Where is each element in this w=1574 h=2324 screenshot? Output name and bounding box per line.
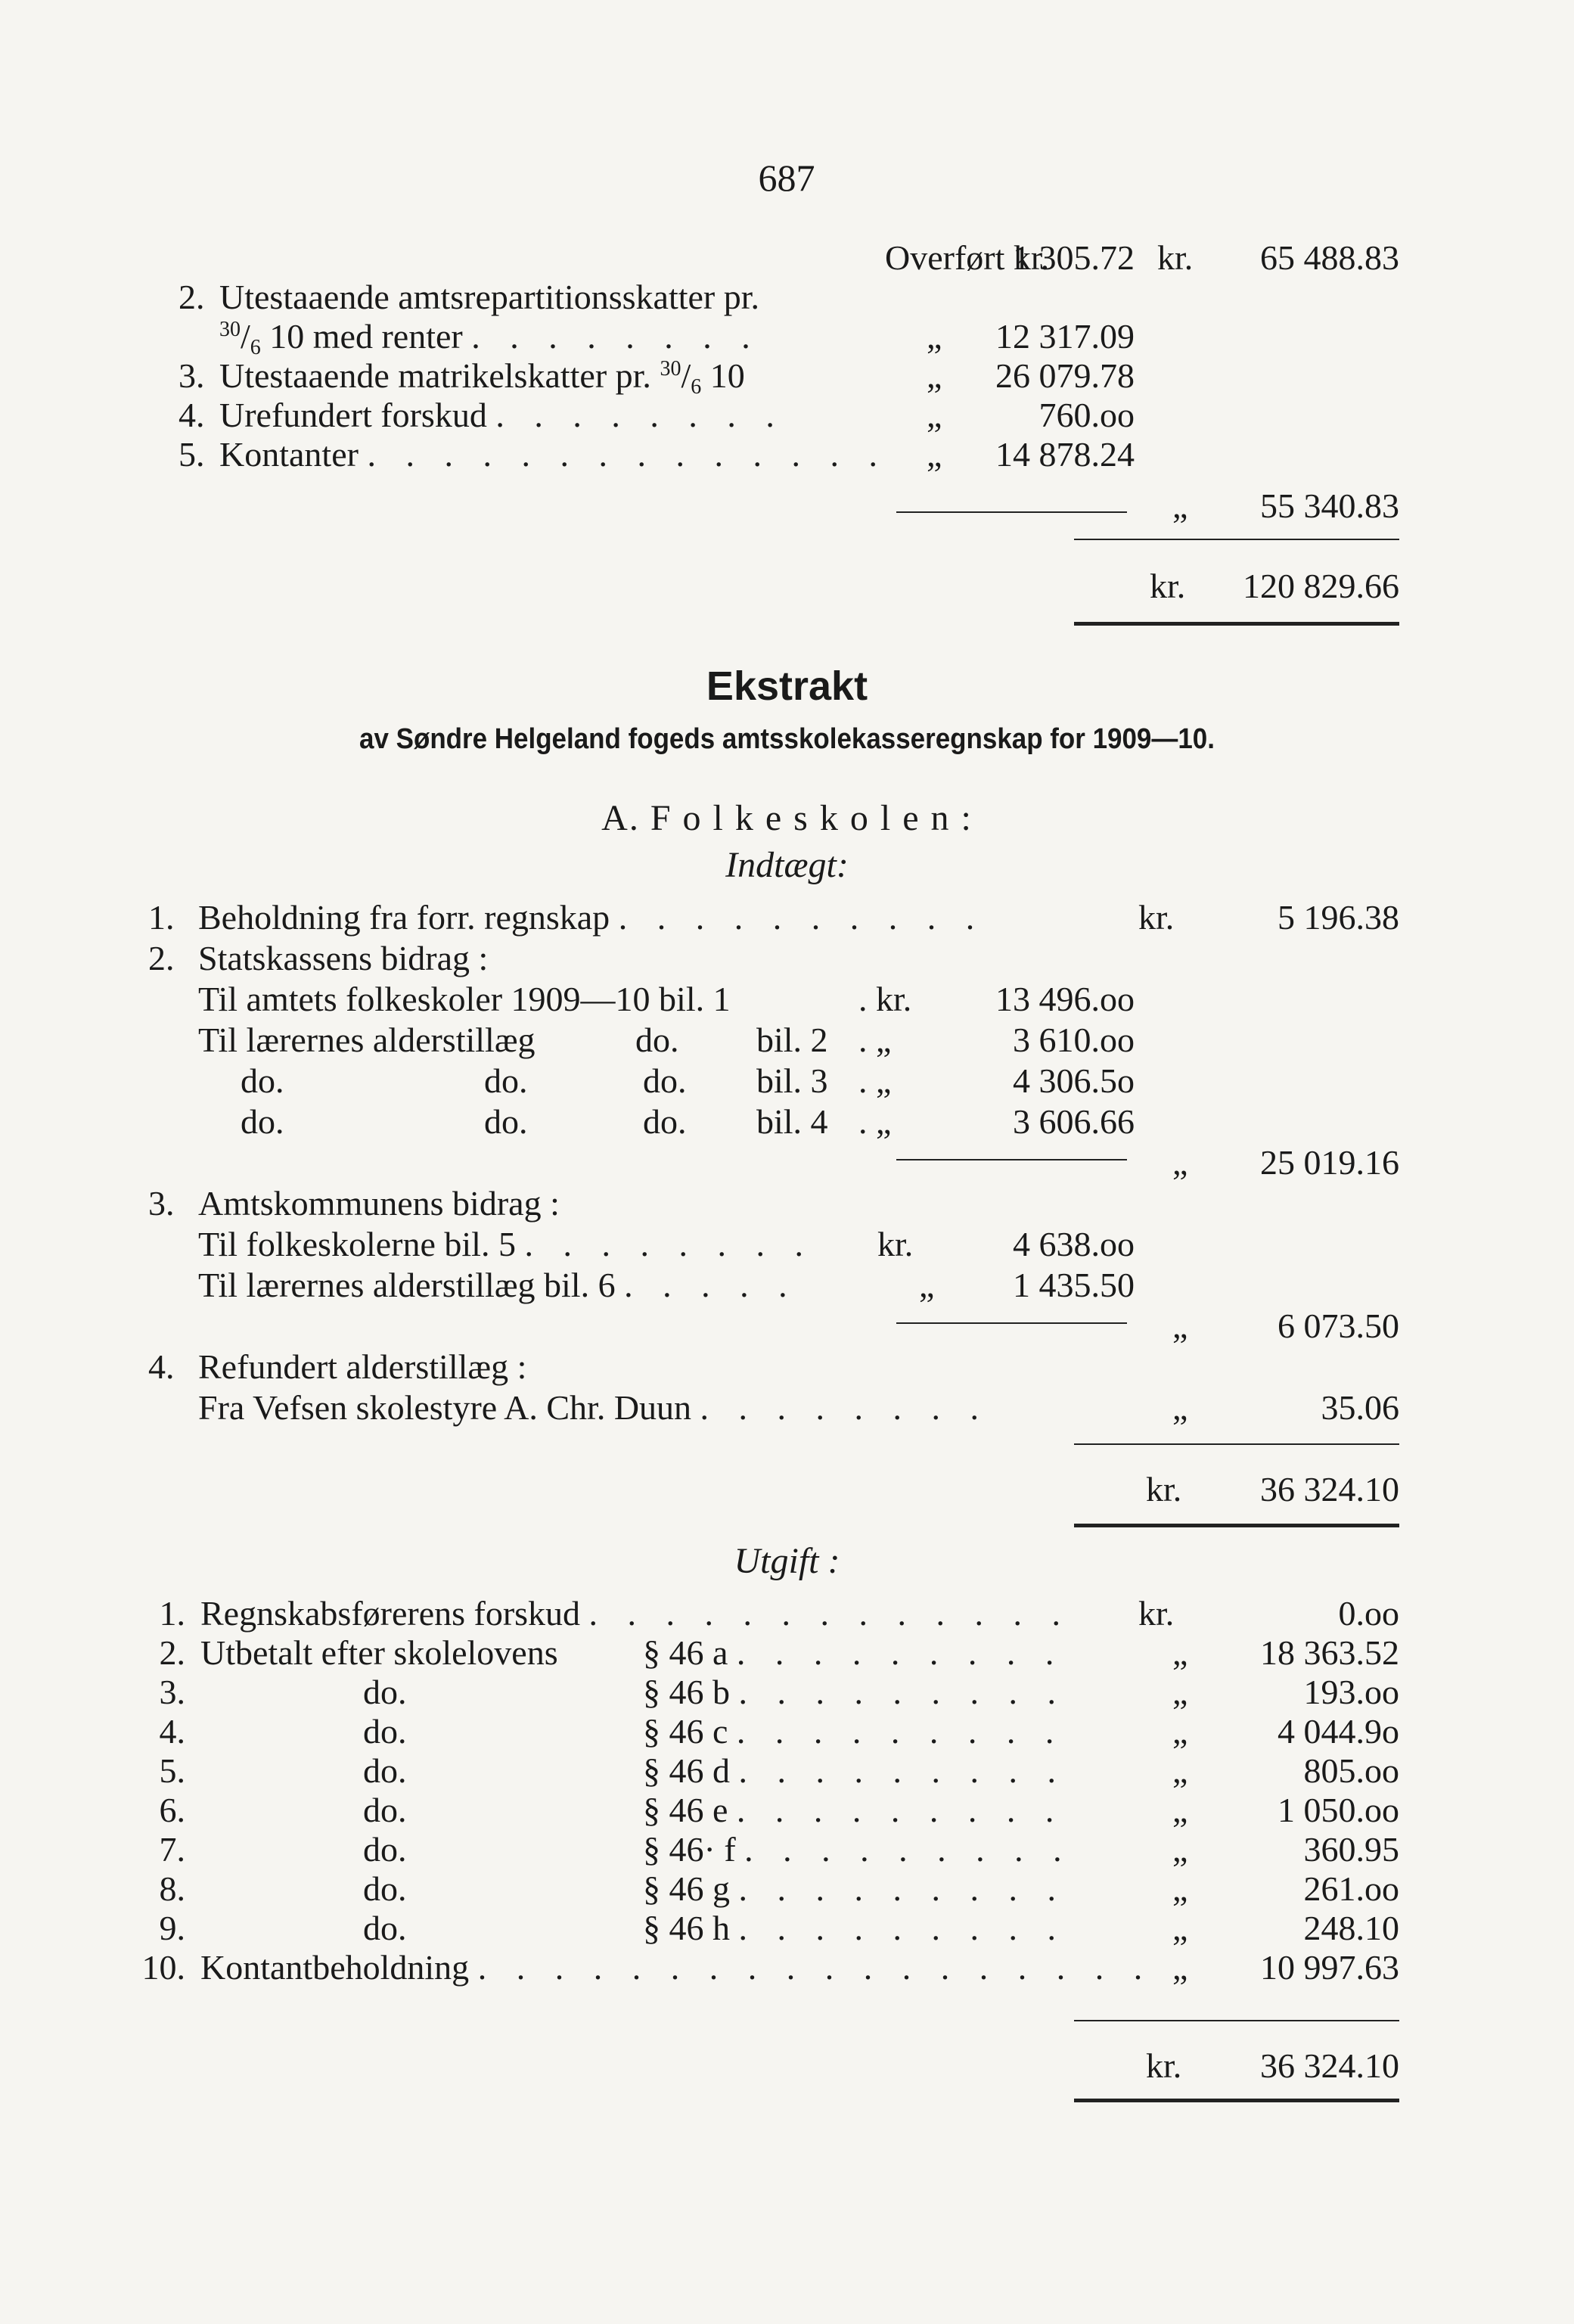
expense-num: 7. [159, 1830, 185, 1869]
total-double-rule [1074, 1524, 1399, 1527]
income-sub-mark: . „ [858, 1102, 892, 1141]
income-sub-mark: . „ [858, 1021, 892, 1059]
item-text: Kontanter [219, 435, 359, 474]
expense-line [363, 1832, 407, 1867]
expense-paragraph [643, 1793, 1064, 1828]
ditto-mark: „ [1172, 1712, 1188, 1751]
expense-amount: 10 997.63 [1260, 1948, 1399, 1987]
expense-text: do. [363, 1869, 407, 1908]
ditto-mark: „ [927, 396, 942, 434]
ditto-mark: „ [1172, 1909, 1188, 1947]
income-sub-mark: „ [919, 1266, 935, 1304]
expense-paragraph [643, 1675, 1066, 1710]
expense-num: 1. [159, 1594, 185, 1633]
subtotal-rule [896, 1322, 1127, 1324]
income-text: Beholdning fra forr. regnskap [198, 898, 610, 937]
carry-amount-2: 65 488.83 [1260, 238, 1399, 277]
income-sub-amount: 1 435.50 [1013, 1266, 1135, 1304]
expense-text: do. [363, 1909, 407, 1947]
income-sub-amount: 3 610.oo [1013, 1021, 1135, 1059]
item-num: 4. [179, 396, 205, 434]
income-sub-line [198, 1268, 798, 1303]
income-kr: kr. [1138, 898, 1175, 937]
paragraph-ref: § 46 a [643, 1633, 728, 1672]
ditto-mark: „ [1172, 1830, 1188, 1869]
expense-text: do. [363, 1673, 407, 1711]
document-title: Ekstrakt [706, 663, 868, 709]
ditto-text: do. [643, 1061, 687, 1100]
expense-text: Regnskabsførerens forskud [200, 1594, 581, 1633]
leader-dots: . . . . . . . . . . [618, 898, 986, 937]
income-text: Statskassens bidrag : [198, 939, 489, 977]
section-heading: A. F o l k e s k o l e n : [601, 798, 973, 838]
total-kr: kr. [1146, 2046, 1182, 2085]
income-sub-text: Til amtets folkeskoler 1909—10 bil. 1 [198, 980, 731, 1018]
total-kr: kr. [1150, 567, 1186, 605]
subtotal-amount: 6 073.50 [1278, 1306, 1399, 1345]
expense-heading: Utgift : [734, 1541, 840, 1581]
leader-dots: . . . . . . . . [524, 1225, 814, 1263]
expense-line [363, 1869, 407, 1908]
date-sub: 6 [691, 375, 702, 399]
expense-text: do. [363, 1712, 407, 1751]
expense-line [363, 1793, 407, 1828]
ditto-text: do. [241, 1061, 284, 1100]
leader-dots: . . . . . . . . . [738, 1909, 1066, 1947]
leader-dots: . . . . . . . . . [736, 1791, 1065, 1829]
income-heading: Indtægt: [725, 845, 849, 885]
income-amount: 35.06 [1321, 1388, 1399, 1427]
item-num: 5. [179, 435, 205, 474]
expense-line [363, 1675, 407, 1710]
income-text: Refundert alderstillæg : [198, 1347, 527, 1386]
income-sub-text: Til folkeskolerne bil. 5 [198, 1225, 516, 1263]
income-line [198, 900, 985, 935]
item-line [219, 437, 888, 472]
expense-text: do. [363, 1791, 407, 1829]
expense-paragraph [643, 1869, 1066, 1908]
item-line2: $^{30}/_6$ 10 med renter . . . . . . . . [219, 317, 761, 359]
income-sub-text: Til lærernes alderstillæg [198, 1021, 536, 1059]
total-kr: kr. [1146, 1470, 1182, 1508]
ditto-mark: „ [1172, 1791, 1188, 1829]
expense-text: Utbetalt efter skolelovens [200, 1633, 558, 1672]
carry-kr: kr. [1157, 238, 1194, 277]
expense-amount: 0.oo [1338, 1594, 1399, 1633]
expense-num: 4. [159, 1712, 185, 1751]
ditto-mark: „ [1172, 1306, 1188, 1345]
paragraph-ref: § 46 h [643, 1909, 730, 1947]
item-num: 2. [179, 278, 205, 316]
leader-dots: . . . . . . . . . . . . . . . . . . [477, 1948, 1153, 1987]
ditto-mark: „ [1172, 1388, 1188, 1427]
total-rule-top [1074, 2020, 1399, 2021]
expense-amount: 18 363.52 [1260, 1633, 1399, 1672]
leader-dots: . . . . . . . . . [738, 1751, 1066, 1790]
leader-dots: . . . . . . . . . [738, 1869, 1066, 1908]
income-sub-line [198, 1390, 989, 1425]
item-text: 10 med renter [269, 317, 463, 356]
total-rule-top [1074, 1443, 1399, 1445]
item-text: Utestaaende amtsrepartitionsskatter pr. [219, 278, 760, 316]
subtotal-rule [896, 1159, 1127, 1160]
date-sub: 6 [250, 336, 261, 359]
income-sub-mark: . kr. [858, 980, 912, 1018]
leader-dots: . . . . . . . . [495, 396, 785, 434]
expense-amount: 193.oo [1303, 1673, 1399, 1711]
expense-num: 10. [141, 1948, 185, 1987]
paragraph-ref: § 46 g [643, 1869, 730, 1908]
subtotal-amount: 55 340.83 [1260, 486, 1399, 525]
expense-paragraph [643, 1751, 1066, 1790]
paragraph-ref: § 46 e [643, 1791, 728, 1829]
income-num: 2. [148, 939, 175, 977]
expense-num: 3. [159, 1673, 185, 1711]
date-sup: 30 [660, 357, 681, 381]
income-bil: bil. 3 [756, 1061, 828, 1100]
item-text: Utestaaende matrikelskatter pr. [219, 356, 651, 395]
ditto-mark: „ [1172, 1948, 1188, 1987]
expense-total-amount: 36 324.10 [1260, 2046, 1399, 2085]
leader-dots: . . . . . . . . . . . . . . [367, 435, 888, 474]
item-num: 3. [179, 356, 205, 395]
ditto-mark: „ [927, 317, 942, 356]
expense-amount: 360.95 [1303, 1830, 1399, 1869]
income-num: 4. [148, 1347, 175, 1386]
expense-line [363, 1911, 407, 1946]
income-sub-amount: 4 638.oo [1013, 1225, 1135, 1263]
income-bil: bil. 4 [756, 1102, 828, 1141]
expense-paragraph [643, 1714, 1064, 1749]
total-rule-top [1074, 539, 1399, 540]
leader-dots: . . . . . . . . [471, 317, 761, 356]
expense-line [200, 1950, 1153, 1985]
leader-dots: . . . . . . . . . [738, 1673, 1066, 1711]
ditto-text: do. [643, 1102, 687, 1141]
ditto-mark: „ [1172, 1143, 1188, 1182]
item-text: Urefundert forskud [219, 396, 487, 434]
carry-amount-1: 1 305.72 [1013, 238, 1135, 277]
leader-dots: . . . . . . . . . [736, 1712, 1065, 1751]
expense-line [363, 1751, 407, 1790]
ditto-mark: „ [1172, 486, 1188, 525]
expense-paragraph [643, 1633, 1065, 1672]
expense-text: Kontantbeholdning [200, 1948, 470, 1987]
item-amount: 14 878.24 [995, 435, 1135, 474]
date-sup: 30 [219, 318, 241, 341]
paragraph-ref: § 46 b [643, 1673, 730, 1711]
expense-num: 8. [159, 1869, 185, 1908]
income-total-amount: 36 324.10 [1260, 1470, 1399, 1508]
ditto-mark: „ [927, 356, 942, 395]
ditto-mark: „ [1172, 1633, 1188, 1672]
income-num: 1. [148, 898, 175, 937]
expense-paragraph [643, 1911, 1066, 1946]
ditto-text: do. [484, 1102, 528, 1141]
paragraph-ref: § 46· f [643, 1830, 736, 1869]
item-amount: 12 317.09 [995, 317, 1135, 356]
ditto-mark: „ [1172, 1673, 1188, 1711]
expense-num: 5. [159, 1751, 185, 1790]
total-double-rule [1074, 2099, 1399, 2102]
item-amount: 760.oo [1038, 396, 1135, 434]
expense-paragraph [643, 1832, 1073, 1867]
income-amount: 5 196.38 [1278, 898, 1399, 937]
item-tail: 10 [709, 356, 745, 395]
income-sub-text: Fra Vefsen skolestyre A. Chr. Duun [198, 1388, 692, 1427]
leader-dots: . . . . . [624, 1266, 798, 1304]
ditto-text: do. [635, 1021, 679, 1059]
income-text: Amtskommunens bidrag : [198, 1184, 560, 1223]
expense-amount: 261.oo [1303, 1869, 1399, 1908]
income-bil: bil. 2 [756, 1021, 828, 1059]
ditto-mark: „ [927, 435, 942, 474]
expense-text: do. [363, 1751, 407, 1790]
leader-dots: . . . . . . . . [700, 1388, 990, 1427]
item-line [219, 398, 785, 433]
ditto-text: do. [484, 1061, 528, 1100]
total-double-rule [1074, 622, 1399, 626]
paragraph-ref: § 46 d [643, 1751, 730, 1790]
expense-line [200, 1596, 1071, 1631]
document-subtitle: av Søndre Helgeland fogeds amtsskolekasseregnskap for 1909—10. [359, 723, 1215, 755]
ditto-mark: kr. [1138, 1594, 1175, 1633]
ditto-text: do. [241, 1102, 284, 1141]
income-sub-line [198, 1227, 814, 1262]
ditto-mark: „ [1172, 1869, 1188, 1908]
expense-amount: 805.oo [1303, 1751, 1399, 1790]
ditto-mark: „ [1172, 1751, 1188, 1790]
page-number: 687 [758, 157, 815, 199]
expense-line [363, 1714, 407, 1749]
total-amount: 120 829.66 [1243, 567, 1399, 605]
expense-num: 9. [159, 1909, 185, 1947]
income-sub-mark: kr. [877, 1225, 914, 1263]
item-amount: 26 079.78 [995, 356, 1135, 395]
income-sub-amount: 3 606.66 [1013, 1102, 1135, 1141]
subtotal-amount: 25 019.16 [1260, 1143, 1399, 1182]
income-num: 3. [148, 1184, 175, 1223]
income-sub-mark: . „ [858, 1061, 892, 1100]
expense-amount: 1 050.oo [1278, 1791, 1399, 1829]
expense-text: do. [363, 1830, 407, 1869]
subtotal-rule [896, 511, 1127, 513]
expense-amount: 4 044.9o [1278, 1712, 1399, 1751]
leader-dots: . . . . . . . . . [744, 1830, 1073, 1869]
leader-dots: . . . . . . . . . [736, 1633, 1065, 1672]
expense-line [200, 1633, 558, 1672]
item-line: Utestaaende matrikelskatter pr. $^{30}/_6$ 10 [219, 356, 745, 399]
expense-num: 2. [159, 1633, 185, 1672]
income-sub-amount: 4 306.5o [1013, 1061, 1135, 1100]
carry-label: Overført kr. [885, 238, 1050, 277]
income-sub-amount: 13 496.oo [995, 980, 1135, 1018]
income-sub-text: Til lærernes alderstillæg bil. 6 [198, 1266, 616, 1304]
expense-num: 6. [159, 1791, 185, 1829]
paragraph-ref: § 46 c [643, 1712, 728, 1751]
expense-amount: 248.10 [1303, 1909, 1399, 1947]
leader-dots: . . . . . . . . . . . . . [588, 1594, 1072, 1633]
